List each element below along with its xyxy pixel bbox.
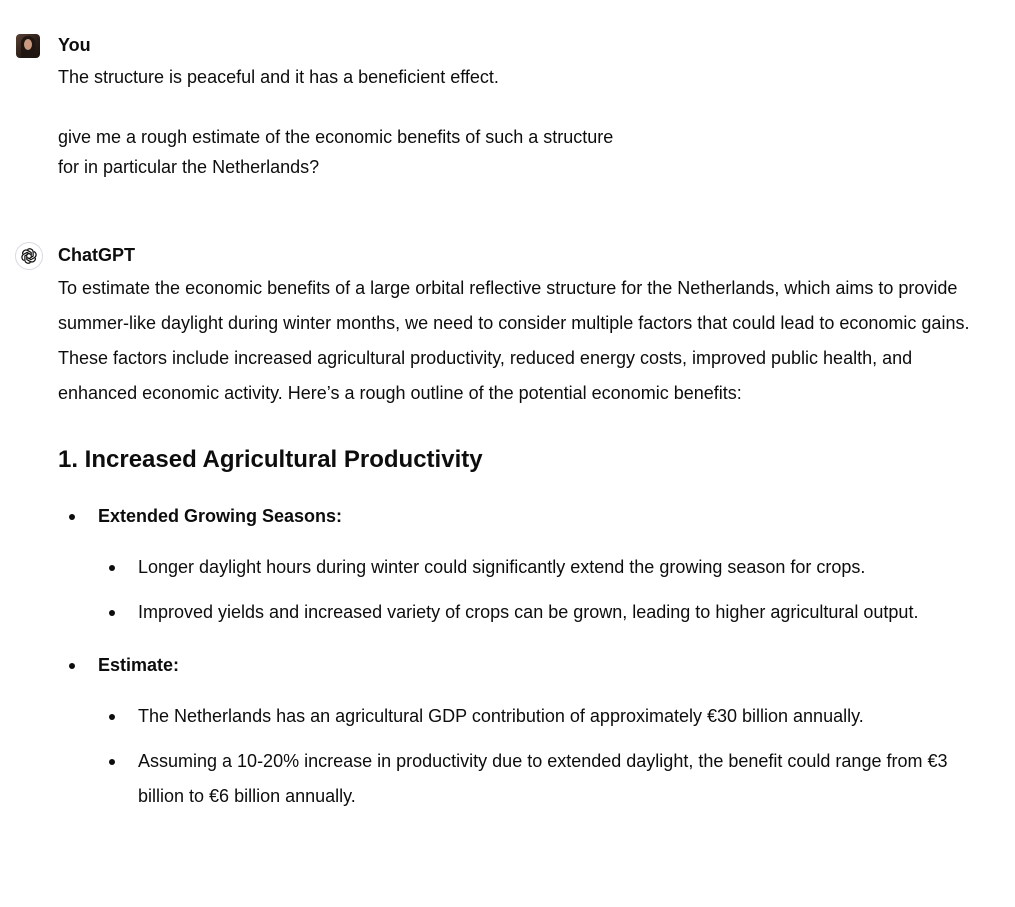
user-message-text <box>58 62 613 182</box>
intro-paragraph: To estimate the economic benefits of a large orbital reflective structure for the Netherlands, which aims to provide summer-like daylight during winter months, we need to consider multiple factors that could lead to economic gains. These factors include increased agricultural productivity, reduced energy costs, improved public health, and enhanced economic activity. Here’s a rough outline of the potential economic benefits: <box>58 278 970 403</box>
list-item <box>58 648 978 814</box>
sub-list <box>98 699 978 814</box>
sub-list-item: The Netherlands has an agricultural GDP contribution of approximately €30 billion annually. <box>98 699 978 734</box>
assistant-message-body <box>58 271 978 832</box>
user-paragraph: The structure is peaceful and it has a beneficient effect. <box>58 67 499 87</box>
sub-list-item: Assuming a 10-20% increase in productivity due to extended daylight, the benefit could range from €3 billion to €6 billion annually. <box>98 744 978 814</box>
sub-list-item: Improved yields and increased variety of crops can be grown, leading to higher agricultural output. <box>98 595 978 630</box>
benefit-list <box>58 499 978 814</box>
list-item-label: Extended Growing Seasons: <box>98 506 343 526</box>
user-avatar <box>16 34 40 58</box>
section-heading: 1. Increased Agricultural Productivity <box>58 446 483 473</box>
assistant-author-name: ChatGPT <box>58 245 136 265</box>
sub-list <box>98 550 978 630</box>
sub-list-item: Longer daylight hours during winter could significantly extend the growing season for crops. <box>98 550 978 585</box>
user-paragraph: give me a rough estimate of the economic benefits of such a structure for in particular the Netherlands? <box>58 127 614 177</box>
user-author-name: You <box>58 35 91 55</box>
list-item-label: Estimate: <box>98 655 180 675</box>
openai-logo-icon <box>15 242 43 270</box>
list-item <box>58 499 978 630</box>
